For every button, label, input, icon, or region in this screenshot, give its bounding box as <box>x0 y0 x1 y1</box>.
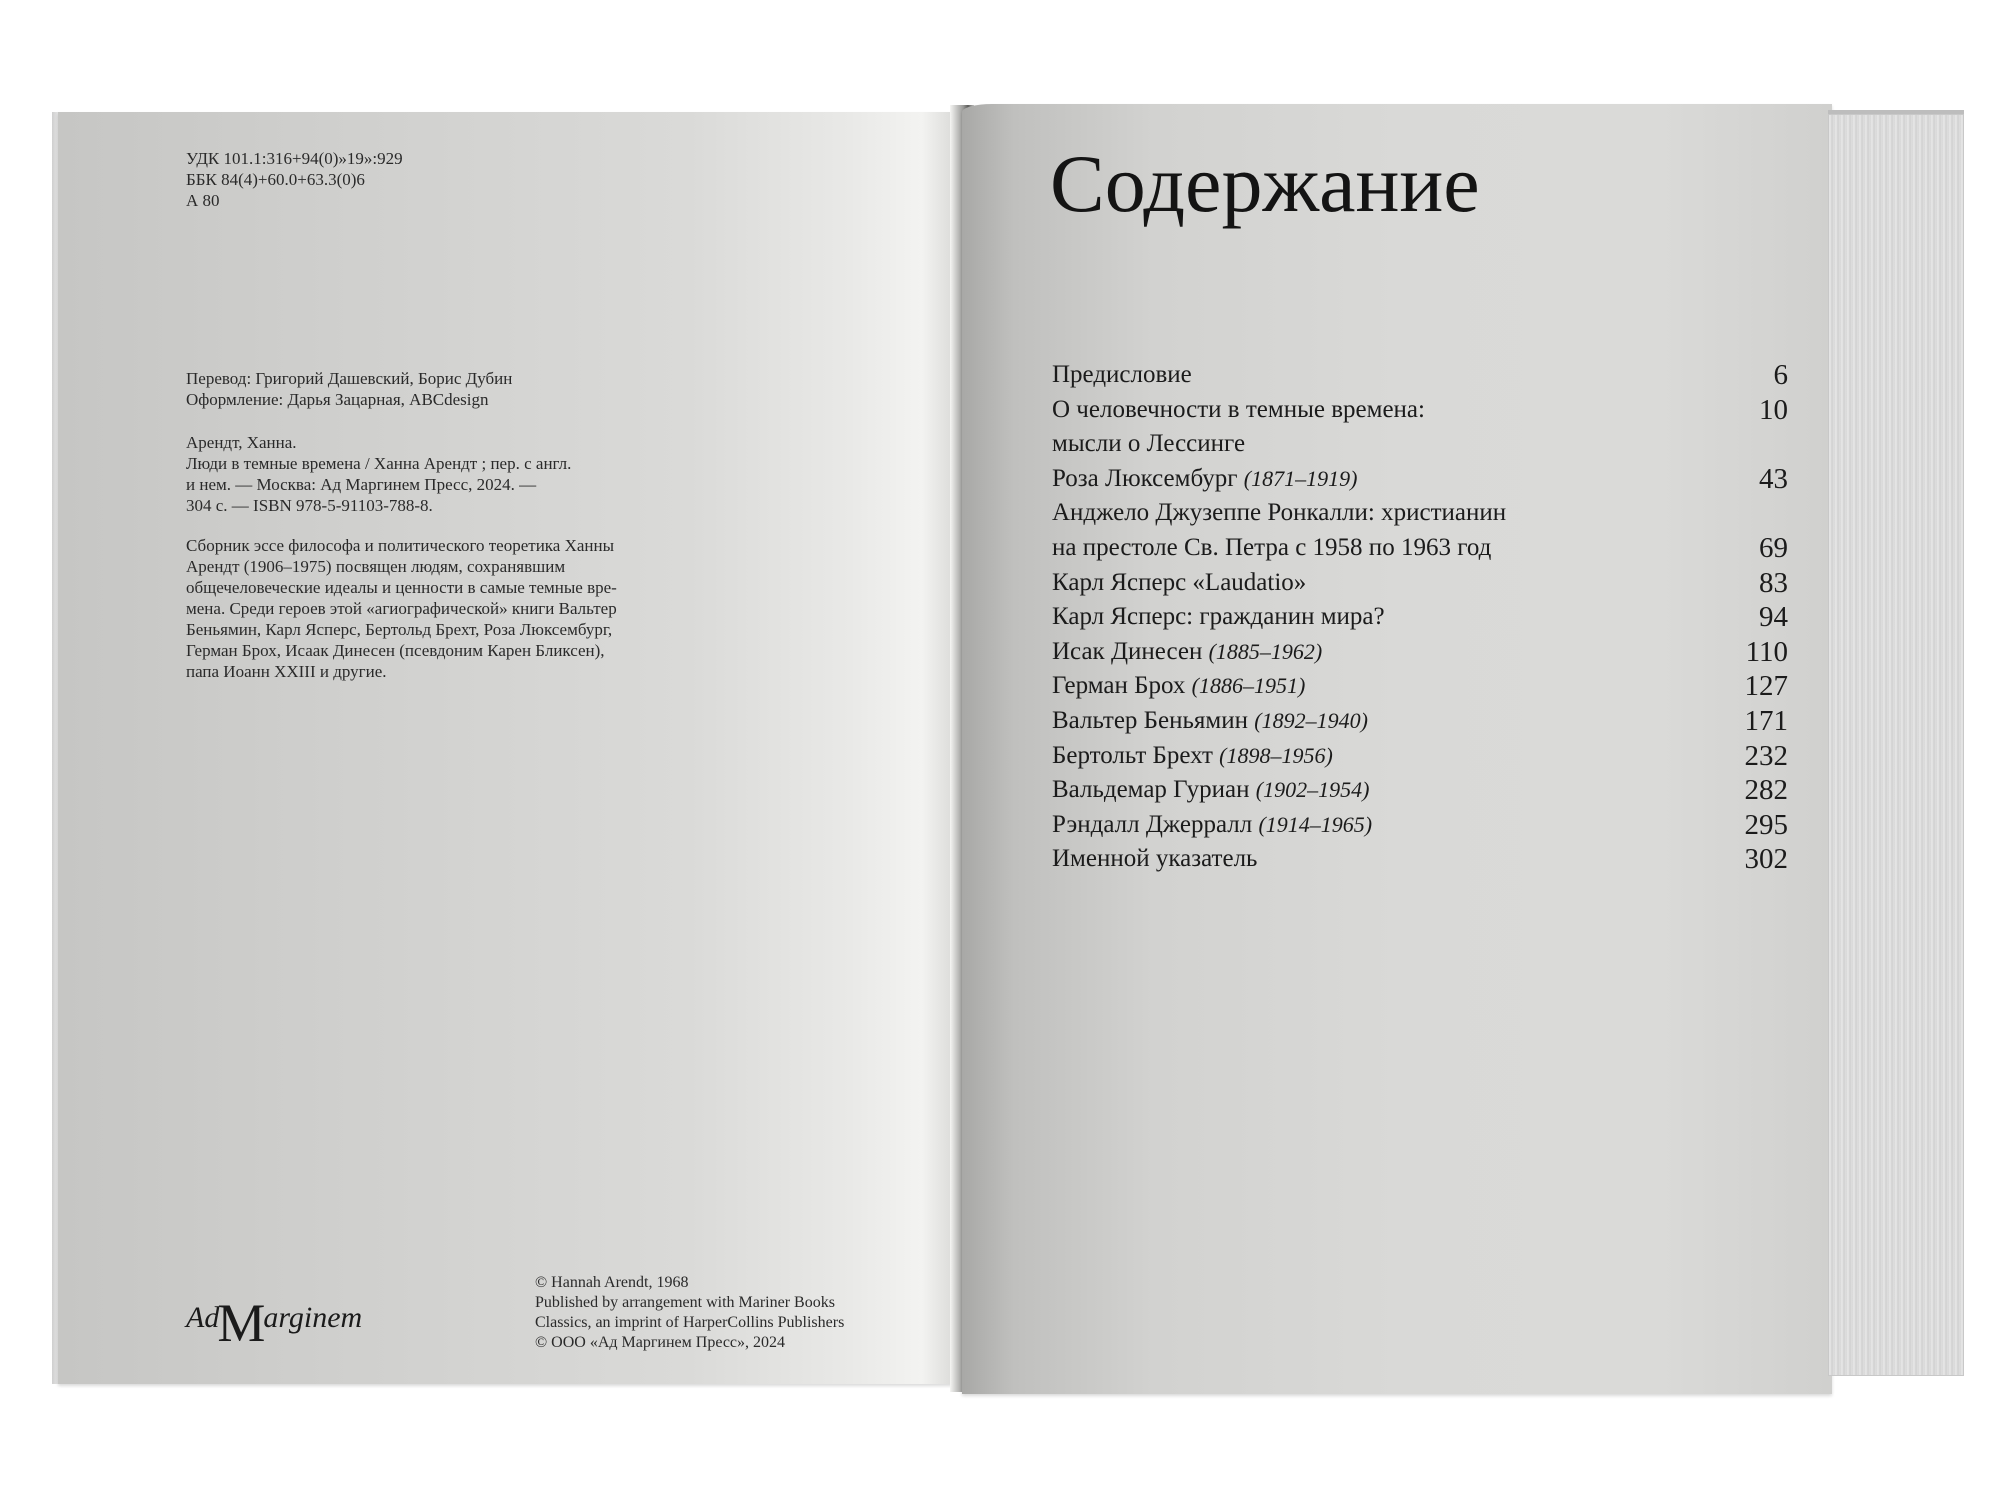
annotation-line: Беньямин, Карл Ясперс, Бертольд Брехт, Роза Люксембург, <box>186 620 613 639</box>
toc-entry-page: 94 <box>1759 601 1788 634</box>
toc-entry-years: (1914–1965) <box>1258 811 1373 837</box>
toc-entry-years: (1898–1956) <box>1219 742 1333 768</box>
copyright-line: Classics, an imprint of HarperCollins Publishers <box>535 1314 845 1331</box>
toc-entry-page: 282 <box>1744 774 1788 807</box>
toc-entry-title: Анджело Джузеппе Ронкалли: христианин <box>1052 499 1507 527</box>
toc-entry-page: 295 <box>1744 808 1788 841</box>
logo-rest: arginem <box>263 1301 363 1334</box>
annotation-line: папа Иоанн XXIII и другие. <box>186 662 387 681</box>
annotation-line: мена. Среди героев этой «агиографической» книги Вальтер <box>186 599 617 618</box>
fore-edge-pages <box>1828 114 1964 1376</box>
annotation-line: общечеловеческие идеалы и ценности в самые темные вре- <box>186 578 617 597</box>
translation-credit: Перевод: Григорий Дашевский, Борис Дубин <box>186 369 513 388</box>
toc-entry-title: мысли о Лессинге <box>1052 430 1246 458</box>
toc-entry-years: (1885–1962) <box>1208 638 1323 664</box>
toc-entry-title: Карл Ясперс: гражданин мира? <box>1052 603 1385 631</box>
toc-entry-page: 83 <box>1759 566 1788 599</box>
logo-ad: Ad <box>186 1301 220 1334</box>
toc-entry <box>1052 427 1788 462</box>
catalog-line: и нем. — Москва: Ад Маргинем Пресс, 2024. — <box>186 475 537 494</box>
toc-entry-title: Исак Динесен <box>1052 637 1203 665</box>
table-of-contents <box>1052 358 1788 877</box>
toc-entry-years: (1886–1951) <box>1191 673 1306 699</box>
credits-block <box>186 368 512 410</box>
toc-entry-title: Герман Брох <box>1052 672 1186 700</box>
bbk-line: ББК 84(4)+60.0+63.3(0)6 <box>186 170 365 189</box>
toc-entry-page: 232 <box>1744 739 1788 772</box>
publisher-logo <box>186 1278 363 1353</box>
toc-entry-years: (1892–1940) <box>1254 707 1368 733</box>
toc-entry <box>1052 393 1788 428</box>
left-page <box>58 112 958 1384</box>
annotation-block <box>186 535 617 682</box>
toc-entry <box>1052 739 1788 774</box>
toc-entry-title: Предисловие <box>1052 361 1192 388</box>
annotation-line: Арендт (1906–1975) посвящен людям, сохранявшим <box>186 557 566 576</box>
toc-entry-title: на престоле Св. Петра с 1958 по 1963 год <box>1052 533 1492 561</box>
toc-entry <box>1052 358 1788 393</box>
toc-entry-title: Карл Ясперс «Laudatio» <box>1052 568 1307 596</box>
toc-entry <box>1052 773 1788 808</box>
toc-entry-title: Роза Люксембург <box>1052 464 1238 492</box>
toc-entry-page: 302 <box>1744 843 1788 876</box>
catalog-line: Люди в темные времена / Ханна Арендт ; пер. с англ. <box>186 454 572 473</box>
toc-entry <box>1052 462 1788 497</box>
logo-m: M <box>217 1293 266 1353</box>
catalog-line: 304 с. — ISBN 978-5-91103-788-8. <box>186 496 433 515</box>
annotation-line: Сборник эссе философа и политического теоретика Ханны <box>186 536 615 555</box>
toc-entry <box>1052 531 1788 566</box>
toc-entry-title: О человечности в темные времена: <box>1052 395 1425 423</box>
toc-entry-page: 6 <box>1773 359 1788 391</box>
toc-entry-page: 127 <box>1744 670 1788 703</box>
annotation-line: Герман Брох, Исаак Динесен (псевдоним Карен Бликсен), <box>186 641 605 660</box>
copyright-line: © ООО «Ад Маргинем Пресс», 2024 <box>535 1334 786 1351</box>
toc-entry <box>1052 496 1788 531</box>
toc-entry <box>1052 635 1788 670</box>
toc-entry-title: Именной указатель <box>1052 845 1258 873</box>
toc-entry-page: 110 <box>1745 635 1788 668</box>
toc-heading: Содержание <box>1050 138 1480 229</box>
toc-entry-years: (1902–1954) <box>1255 777 1370 803</box>
toc-entry <box>1052 704 1788 739</box>
catalog-line: Арендт, Ханна. <box>186 433 297 452</box>
toc-entry <box>1052 600 1788 635</box>
udk-block <box>186 148 403 211</box>
toc-entry-page: 171 <box>1744 704 1788 737</box>
toc-entry-years: (1871–1919) <box>1243 465 1358 491</box>
udk-line: УДК 101.1:316+94(0)»19»:929 <box>186 149 403 168</box>
toc-entry-page: 43 <box>1759 462 1788 495</box>
design-credit: Оформление: Дарья Зацарная, ABCdesign <box>186 390 489 409</box>
toc-entry <box>1052 566 1788 601</box>
toc-entry-title: Рэндалл Джерралл <box>1052 810 1253 838</box>
catalog-record <box>186 432 571 516</box>
toc-entry <box>1052 842 1788 877</box>
copyright-line: Published by arrangement with Mariner Books <box>535 1294 835 1311</box>
toc-entry-page: 69 <box>1759 531 1788 564</box>
toc-entry <box>1052 808 1788 843</box>
copyright-line: © Hannah Arendt, 1968 <box>535 1274 689 1291</box>
toc-entry-title: Вальтер Беньямин <box>1052 706 1248 734</box>
toc-entry-title: Бертольт Брехт <box>1052 741 1213 769</box>
toc-entry-page: 10 <box>1759 393 1788 426</box>
copyright-block <box>535 1273 844 1353</box>
toc-entry-title: Вальдемар Гуриан <box>1052 776 1250 804</box>
toc-entry <box>1052 669 1788 704</box>
author-sign-line: А 80 <box>186 191 220 210</box>
